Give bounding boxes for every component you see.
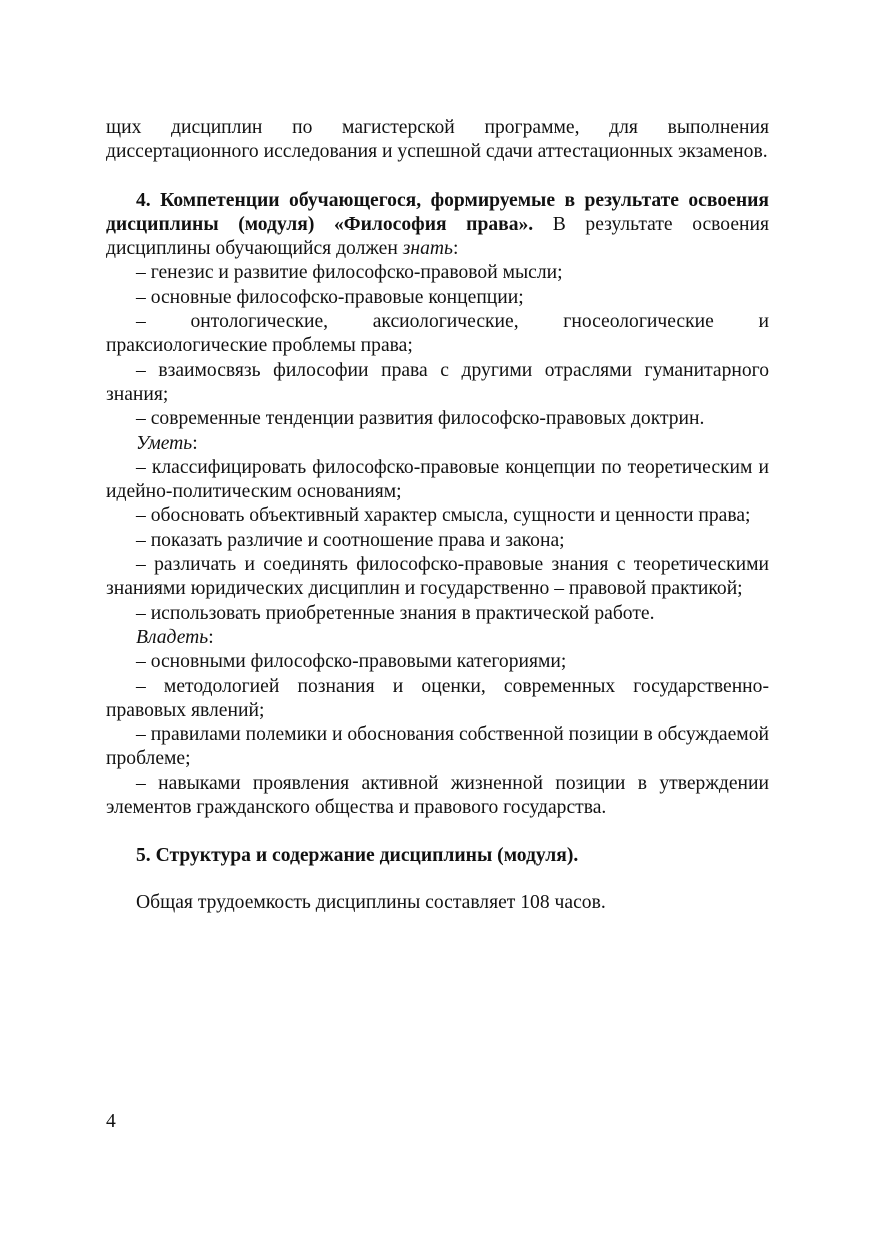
own-colon: : <box>208 626 214 648</box>
can-item: – использовать приобретенные знания в практической работе. <box>136 602 655 624</box>
know-item: – генезис и развитие философско-правовой мысли; <box>136 262 563 284</box>
can-item: – классифицировать философско-правовые концепции по теоретическим и идейно-политическим основаниям; <box>106 456 769 503</box>
spacer <box>106 165 769 189</box>
body-text <box>106 116 769 915</box>
can-item: – обосновать объективный характер смысла, сущности и ценности права; <box>136 505 751 527</box>
own-item: – методологией познания и оценки, современных государственно-правовых явлений; <box>106 675 769 721</box>
know-item: – взаимосвязь философии права с другими отраслями гуманитарного знания; <box>106 359 769 405</box>
spacer <box>106 869 769 891</box>
own-item: – навыками проявления активной жизненной позиции в утверждении элементов гражданского общества и правового государства. <box>106 772 769 819</box>
own-label: Владеть <box>136 626 209 648</box>
section-5-text: Общая трудоемкость дисциплины составляет 108 часов. <box>136 891 606 913</box>
own-item: – основными философско-правовыми категориями; <box>136 651 567 673</box>
page-number: 4 <box>106 1111 116 1132</box>
can-item: – показать различие и соотношение права и закона; <box>136 529 565 551</box>
can-label: Уметь <box>136 432 193 454</box>
section-4-paragraph <box>106 189 769 262</box>
section-5-heading: 5. Структура и содержание дисциплины (модуля). <box>136 845 579 867</box>
section-4-lead: В результате освоения дисциплины обучающийся должен <box>106 213 770 260</box>
know-item: – современные тенденции развития философско-правовых доктрин. <box>136 408 705 430</box>
know-item: – онтологические, аксиологические, гносеологические и праксиологические проблемы права; <box>106 311 769 357</box>
know-colon: : <box>452 238 459 260</box>
can-colon: : <box>192 432 198 454</box>
know-item: – основные философско-правовые концепции; <box>136 286 524 308</box>
can-item: – различать и соединять философско-правовые знания с теоретическими знаниями юридических дисциплин и государственно – правовой практикой; <box>106 554 769 600</box>
know-word: знать <box>402 238 453 260</box>
own-item: – правилами полемики и обоснования собственной позиции в обсуждаемой проблеме; <box>106 724 769 770</box>
spacer <box>106 820 769 844</box>
can-heading <box>106 432 769 456</box>
section-4-heading: 4. Компетенции обучающегося, формируемые в результате освоения дисциплины (модуля) «Философия права». <box>106 189 769 235</box>
own-heading <box>106 626 769 650</box>
intro-paragraph: щих дисциплин по магистерской программе, для выполнения диссертационного исследования и успешной сдачи аттестационных экзаменов. <box>106 117 769 163</box>
